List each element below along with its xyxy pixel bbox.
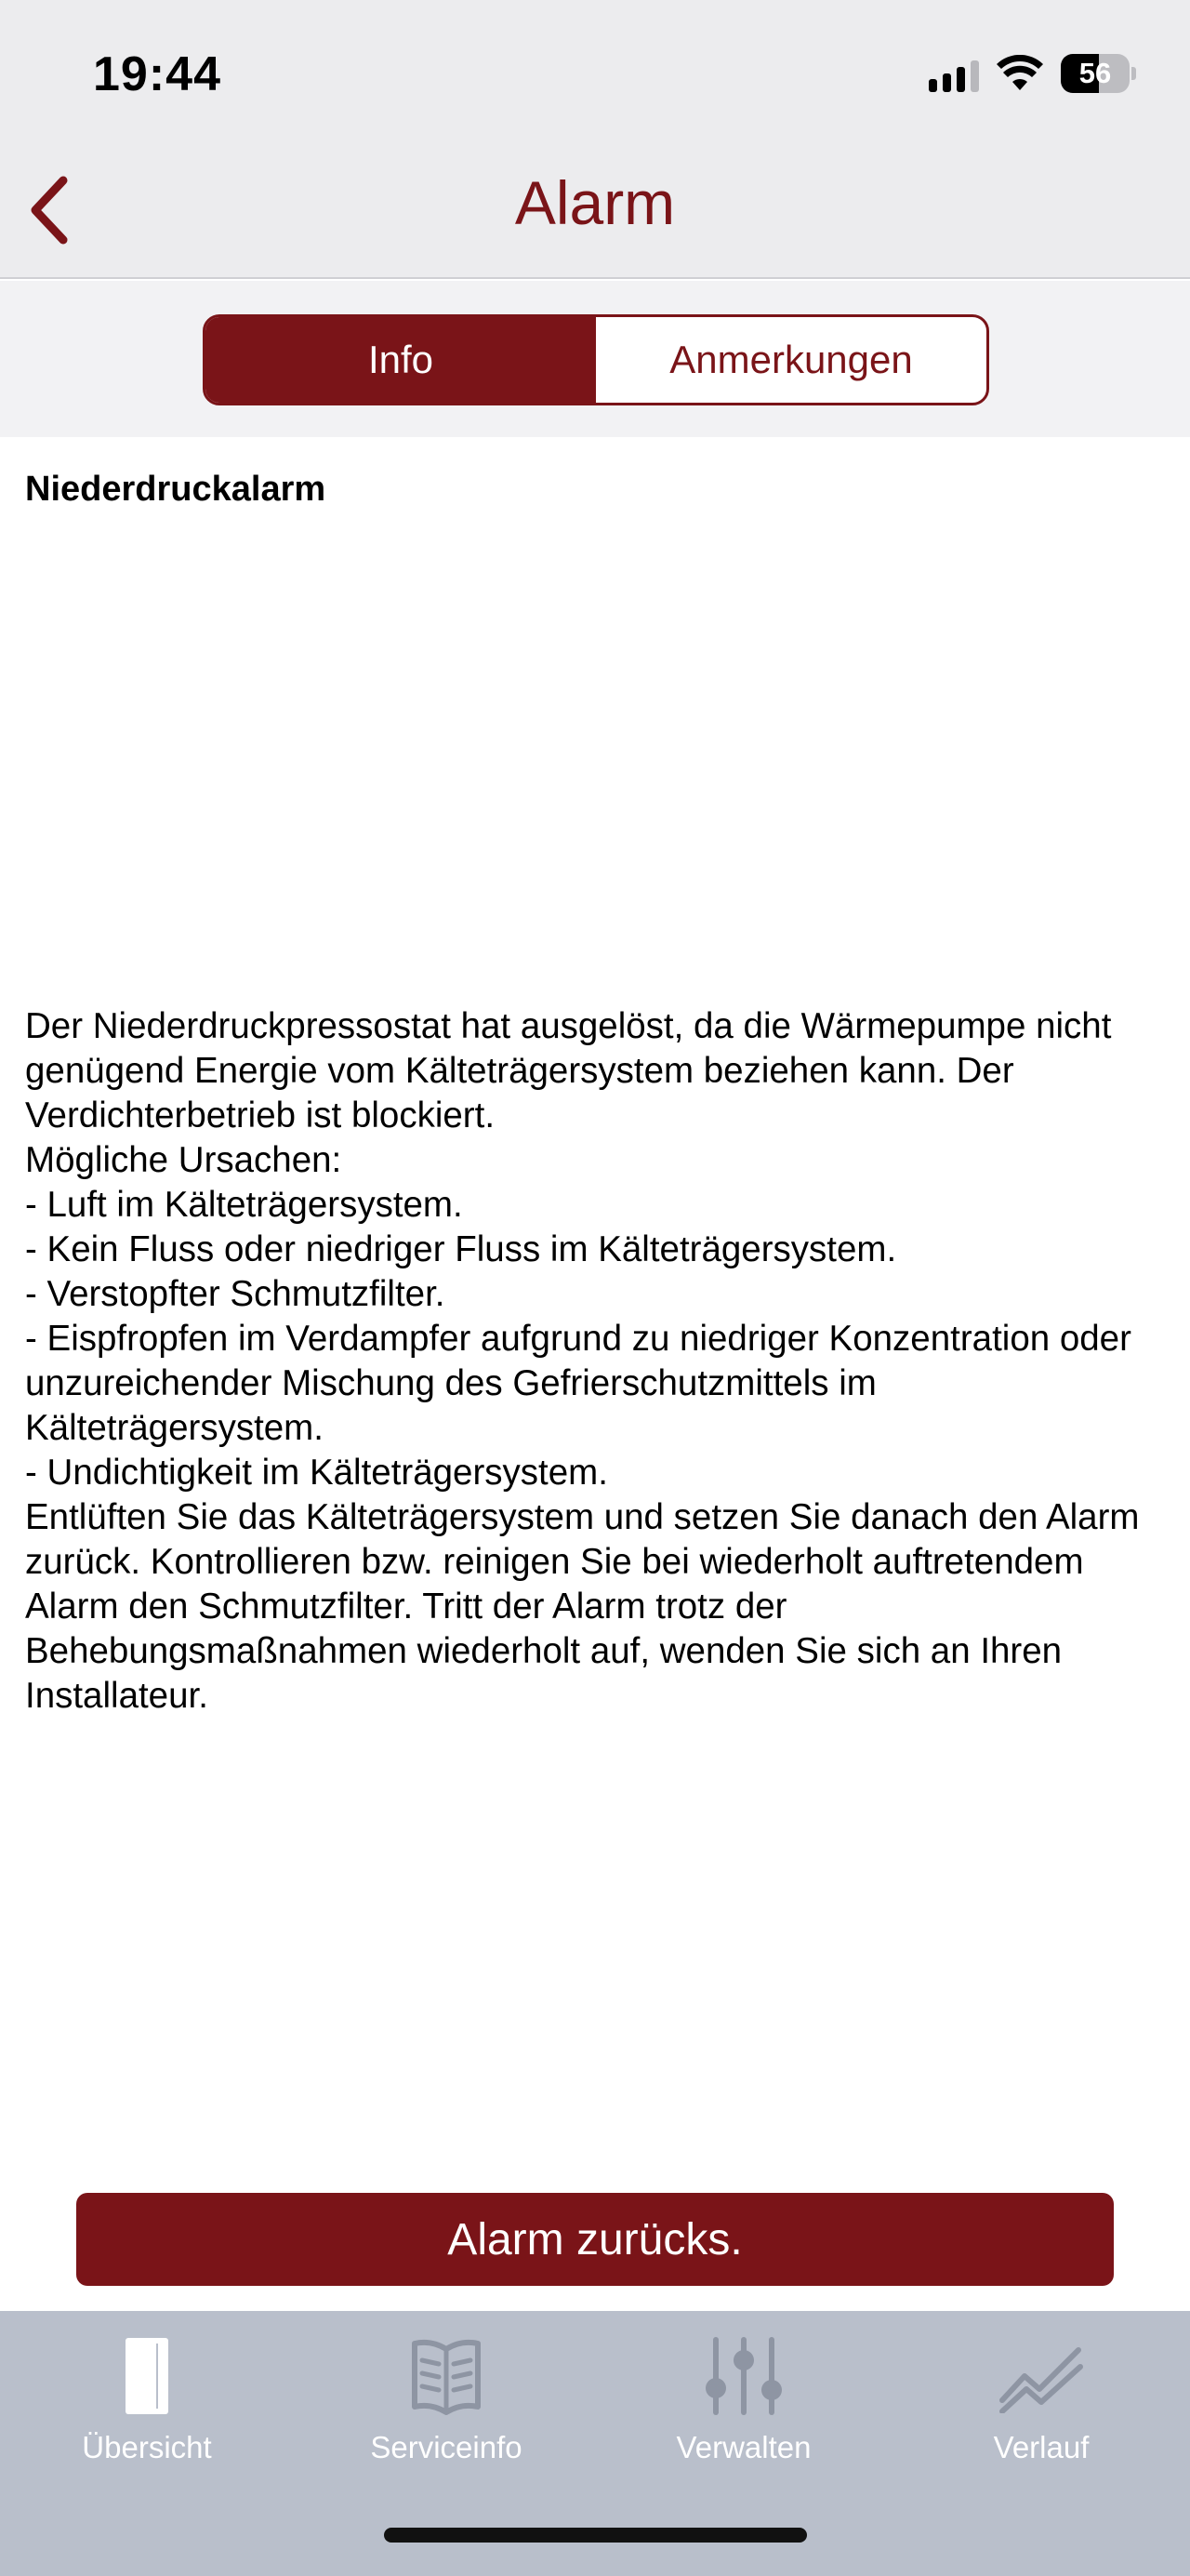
tab-verlauf[interactable]: [930, 2330, 1153, 2465]
cellular-signal-icon: [929, 55, 979, 92]
status-bar: [0, 0, 1190, 158]
segmented-control: [203, 314, 989, 405]
tab-label: Serviceinfo: [370, 2430, 522, 2464]
battery-level: 56: [1078, 57, 1112, 89]
sliders-icon: [702, 2336, 786, 2416]
tab-info[interactable]: Info: [205, 317, 596, 403]
tab-label: Verlauf: [993, 2430, 1090, 2464]
tab-verwalten[interactable]: [632, 2330, 855, 2465]
battery-icon: [1061, 54, 1130, 93]
home-indicator: [384, 2528, 807, 2543]
tab-anmerkungen[interactable]: Anmerkungen: [669, 338, 913, 381]
wifi-icon: [996, 55, 1044, 92]
tab-label: Verwalten: [676, 2430, 812, 2464]
alarm-description: Der Niederdruckpressostat hat ausgelöst, da die Wärmepumpe nicht genügend Energie vom Kälteträgersystem beziehen kann. Der Verdichterbetrieb ist blockiert. Mögliche Ursachen: - Luft im Kälteträgersystem. - Kein Fluss oder niedriger Fluss im Kälteträgersystem. - Verstopfter Schmutzfilter. - Eispfropfen im Verdampfer aufgrund zu niedriger Konzentration oder unzureichender Mischung des Gefrierschutzmittels im Kälteträgersystem. - Undichtigkeit im Kälteträgersystem. Entlüften Sie das Kälteträgersystem und setzen Sie danach den Alarm zurück. Kontrollieren bzw. reinigen Sie bei wiederholt auftretendem Alarm den Schmutzfilter. Tritt der Alarm trotz der Behebungsmaßnahmen wiederholt auf, wenden Sie sich an Ihren Installateur.: [25, 1006, 1140, 1716]
reset-alarm-button[interactable]: Alarm zurücks.: [76, 2193, 1114, 2286]
status-time: 19:44: [93, 47, 221, 101]
battery-tip: [1131, 67, 1136, 80]
heat-pump-icon: [124, 2336, 170, 2416]
chart-line-icon: [998, 2339, 1084, 2413]
tab-serviceinfo[interactable]: [335, 2330, 558, 2465]
alarm-content: [25, 470, 1169, 510]
segment-bar: [0, 281, 1190, 437]
tab-label: Übersicht: [82, 2430, 212, 2464]
alarm-title: Niederdruckalarm: [25, 470, 326, 509]
navigation-bar: [0, 139, 1190, 279]
page-title: Alarm: [514, 168, 676, 237]
book-icon: [411, 2336, 482, 2416]
status-icons: [929, 52, 1136, 95]
tab-uebersicht[interactable]: [35, 2330, 258, 2465]
